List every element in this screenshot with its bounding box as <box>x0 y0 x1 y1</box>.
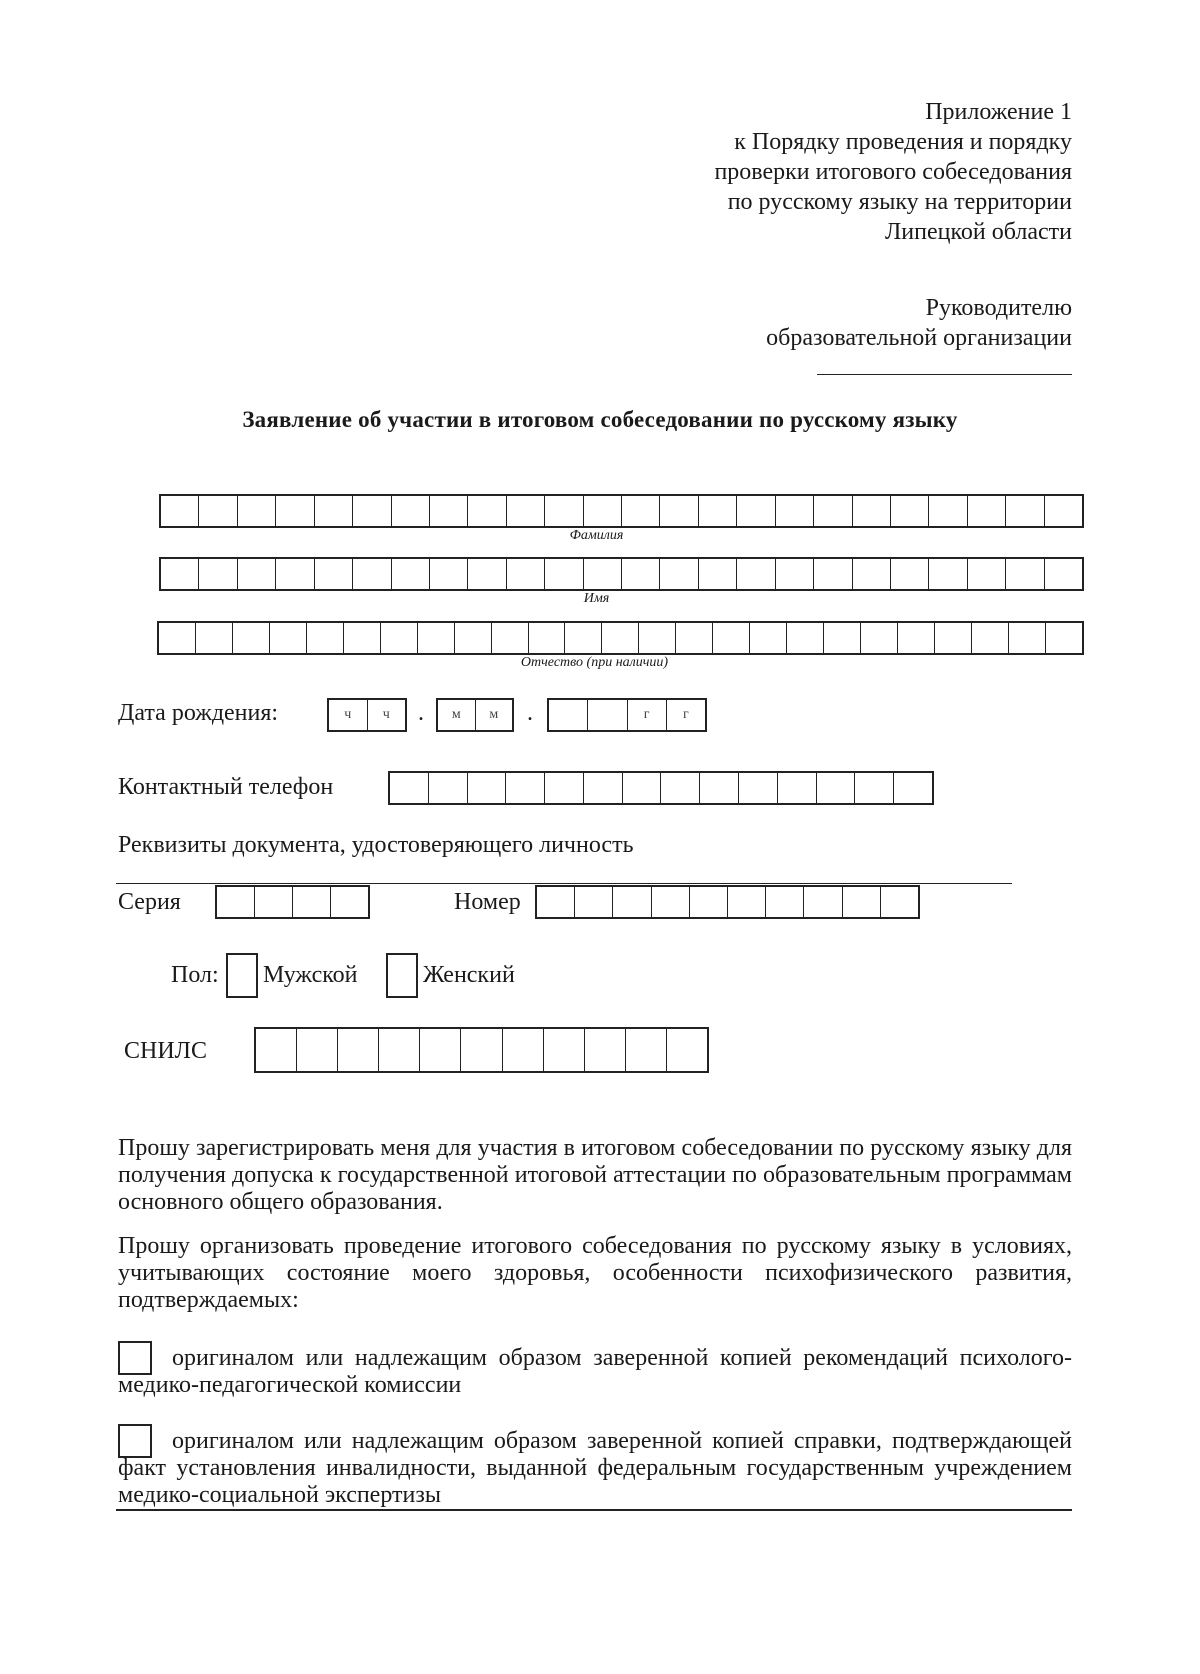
number-label: Номер <box>454 889 521 915</box>
input-cell[interactable] <box>293 887 331 917</box>
input-cell[interactable] <box>353 559 391 589</box>
male-label: Мужской <box>263 962 358 988</box>
date-separator: . <box>527 700 533 726</box>
input-cell[interactable] <box>315 559 353 589</box>
input-cell[interactable] <box>824 623 861 653</box>
input-cell[interactable] <box>700 773 739 803</box>
input-cell[interactable] <box>804 887 842 917</box>
input-cell[interactable] <box>276 496 314 526</box>
addressee-line: образовательной организации <box>766 325 1072 351</box>
input-cell[interactable] <box>1006 559 1044 589</box>
input-cell[interactable] <box>238 559 276 589</box>
input-cell[interactable] <box>468 559 506 589</box>
phone-grid[interactable] <box>388 771 934 805</box>
input-cell[interactable] <box>199 559 237 589</box>
input-cell[interactable] <box>430 559 468 589</box>
input-cell[interactable] <box>776 496 814 526</box>
input-cell[interactable] <box>392 559 430 589</box>
number-grid[interactable] <box>535 885 920 919</box>
input-cell[interactable] <box>660 496 698 526</box>
input-cell[interactable] <box>429 773 468 803</box>
registration-paragraph: Прошу зарегистрировать меня для участия в итоговом собеседовании по русскому языку для получения допуска к государственной итоговой аттестации по образовательным программам основного общего образования. <box>118 1135 1072 1215</box>
input-cell[interactable] <box>728 887 766 917</box>
input-cell[interactable] <box>787 623 824 653</box>
input-cell[interactable] <box>1009 623 1046 653</box>
surname-grid[interactable] <box>159 494 1084 528</box>
input-cell[interactable] <box>652 887 690 917</box>
input-cell[interactable] <box>776 559 814 589</box>
input-cell[interactable] <box>468 496 506 526</box>
input-cell[interactable] <box>584 559 622 589</box>
series-grid[interactable] <box>215 885 370 919</box>
birth-year-field[interactable] <box>547 698 707 732</box>
pmpk-option-text: оригиналом или надлежащим образом заверенной копией рекомендаций психолого-медико-педагогической комиссии <box>118 1345 1072 1398</box>
input-cell[interactable] <box>545 496 583 526</box>
female-label: Женский <box>423 962 515 988</box>
input-cell[interactable] <box>545 559 583 589</box>
input-cell[interactable] <box>699 496 737 526</box>
input-cell[interactable] <box>1045 496 1082 526</box>
input-cell[interactable] <box>529 623 566 653</box>
input-cell[interactable] <box>737 559 775 589</box>
input-cell[interactable] <box>353 496 391 526</box>
input-cell[interactable] <box>853 496 891 526</box>
input-cell[interactable] <box>455 623 492 653</box>
input-cell[interactable] <box>255 887 293 917</box>
birth-date-label: Дата рождения: <box>118 700 279 726</box>
patronymic-grid[interactable] <box>157 621 1084 655</box>
input-cell[interactable] <box>584 773 623 803</box>
input-cell[interactable] <box>297 1029 338 1071</box>
input-cell[interactable] <box>492 623 529 653</box>
input-cell[interactable] <box>853 559 891 589</box>
input-cell[interactable] <box>667 1029 707 1071</box>
input-cell[interactable] <box>968 496 1006 526</box>
input-cell[interactable] <box>891 496 929 526</box>
input-cell[interactable] <box>545 773 584 803</box>
birth-year-cell[interactable]: г <box>683 707 689 722</box>
appendix-line: по русскому языку на территории <box>727 189 1072 215</box>
input-cell[interactable] <box>199 496 237 526</box>
input-cell[interactable] <box>713 623 750 653</box>
input-cell[interactable] <box>344 623 381 653</box>
input-cell[interactable] <box>506 773 545 803</box>
input-cell[interactable] <box>891 559 929 589</box>
birth-year-cell[interactable]: г <box>628 700 667 730</box>
input-cell[interactable] <box>238 496 276 526</box>
input-cell[interactable] <box>881 887 918 917</box>
input-cell[interactable] <box>565 623 602 653</box>
input-cell[interactable] <box>233 623 270 653</box>
appendix-line: Приложение 1 <box>925 99 1072 125</box>
input-cell[interactable] <box>613 887 651 917</box>
id-document-line[interactable] <box>116 883 1012 884</box>
input-cell[interactable] <box>390 773 429 803</box>
female-checkbox[interactable] <box>386 953 418 998</box>
birth-day-field[interactable] <box>327 698 407 732</box>
input-cell[interactable] <box>750 623 787 653</box>
snils-grid[interactable] <box>254 1027 709 1073</box>
birth-day-cell[interactable]: ч <box>382 707 390 722</box>
input-cell[interactable] <box>898 623 935 653</box>
input-cell[interactable] <box>661 773 700 803</box>
input-cell[interactable] <box>256 1029 297 1071</box>
gender-label: Пол: <box>171 962 219 988</box>
input-cell[interactable] <box>699 559 737 589</box>
input-cell[interactable] <box>418 623 455 653</box>
input-cell[interactable] <box>196 623 233 653</box>
input-cell[interactable] <box>537 887 575 917</box>
input-cell[interactable] <box>1045 559 1082 589</box>
appendix-line: Липецкой области <box>885 219 1072 245</box>
input-cell[interactable] <box>503 1029 544 1071</box>
snils-label: СНИЛС <box>124 1038 207 1064</box>
input-cell[interactable] <box>331 887 368 917</box>
input-cell[interactable] <box>315 496 353 526</box>
input-cell[interactable] <box>968 559 1006 589</box>
addressee-name-line[interactable] <box>817 374 1072 375</box>
birth-year-cell[interactable] <box>588 700 627 730</box>
birth-month-field[interactable] <box>436 698 514 732</box>
input-cell[interactable] <box>276 559 314 589</box>
birth-year-cell[interactable] <box>549 700 588 730</box>
birth-day-cell[interactable]: ч <box>329 700 368 730</box>
input-cell[interactable] <box>507 559 545 589</box>
input-cell[interactable] <box>420 1029 461 1071</box>
input-cell[interactable] <box>622 496 660 526</box>
input-cell[interactable] <box>507 496 545 526</box>
addressee-line: Руководителю <box>925 295 1072 321</box>
input-cell[interactable] <box>639 623 676 653</box>
date-separator: . <box>418 700 424 726</box>
input-cell[interactable] <box>338 1029 379 1071</box>
input-cell[interactable] <box>307 623 344 653</box>
patronymic-caption: Отчество (при наличии) <box>520 655 669 670</box>
input-cell[interactable] <box>468 773 507 803</box>
input-cell[interactable] <box>817 773 856 803</box>
document-title: Заявление об участии в итоговом собеседовании по русскому языку <box>242 407 958 432</box>
series-label: Серия <box>118 889 181 915</box>
input-cell[interactable] <box>737 496 775 526</box>
name-grid[interactable] <box>159 557 1084 591</box>
male-checkbox[interactable] <box>226 953 258 998</box>
input-cell[interactable] <box>544 1029 585 1071</box>
input-cell[interactable] <box>430 496 468 526</box>
birth-month-cell[interactable]: м <box>438 700 476 730</box>
input-cell[interactable] <box>766 887 804 917</box>
input-cell[interactable] <box>739 773 778 803</box>
addressee <box>766 293 1072 353</box>
input-cell[interactable] <box>161 559 199 589</box>
bottom-rule <box>116 1509 1072 1511</box>
phone-label: Контактный телефон <box>118 774 334 800</box>
input-cell[interactable] <box>602 623 639 653</box>
input-cell[interactable] <box>270 623 307 653</box>
input-cell[interactable] <box>161 496 199 526</box>
input-cell[interactable] <box>159 623 196 653</box>
input-cell[interactable] <box>392 496 430 526</box>
name-caption: Имя <box>583 591 610 606</box>
id-document-label: Реквизиты документа, удостоверяющего личность <box>118 832 634 858</box>
input-cell[interactable] <box>972 623 1009 653</box>
input-cell[interactable] <box>676 623 713 653</box>
input-cell[interactable] <box>814 496 852 526</box>
input-cell[interactable] <box>626 1029 667 1071</box>
input-cell[interactable] <box>461 1029 502 1071</box>
input-cell[interactable] <box>623 773 662 803</box>
input-cell[interactable] <box>585 1029 626 1071</box>
input-cell[interactable] <box>778 773 817 803</box>
appendix-line: проверки итогового собеседования <box>714 159 1072 185</box>
input-cell[interactable] <box>935 623 972 653</box>
appendix-line: к Порядку проведения и порядку <box>734 129 1072 155</box>
input-cell[interactable] <box>575 887 613 917</box>
input-cell[interactable] <box>1046 623 1082 653</box>
input-cell[interactable] <box>929 559 967 589</box>
input-cell[interactable] <box>381 623 418 653</box>
input-cell[interactable] <box>217 887 255 917</box>
conditions-paragraph: Прошу организовать проведение итогового собеседования по русскому языку в условиях, учитывающих состояние моего здоровья, особенности психофизического развития, подтверждаемых: <box>118 1233 1072 1313</box>
input-cell[interactable] <box>814 559 852 589</box>
input-cell[interactable] <box>584 496 622 526</box>
input-cell[interactable] <box>861 623 898 653</box>
input-cell[interactable] <box>855 773 894 803</box>
input-cell[interactable] <box>660 559 698 589</box>
input-cell[interactable] <box>1006 496 1044 526</box>
appendix-header <box>714 97 1072 247</box>
input-cell[interactable] <box>843 887 881 917</box>
input-cell[interactable] <box>379 1029 420 1071</box>
input-cell[interactable] <box>894 773 932 803</box>
input-cell[interactable] <box>690 887 728 917</box>
birth-month-cell[interactable]: м <box>489 707 499 722</box>
input-cell[interactable] <box>622 559 660 589</box>
input-cell[interactable] <box>929 496 967 526</box>
disability-option-text: оригиналом или надлежащим образом заверенной копией справки, подтверждающей факт установления инвалидности, выданной федеральным государственным учреждением медико-социальной экспертизы <box>118 1428 1072 1508</box>
surname-caption: Фамилия <box>569 528 624 543</box>
